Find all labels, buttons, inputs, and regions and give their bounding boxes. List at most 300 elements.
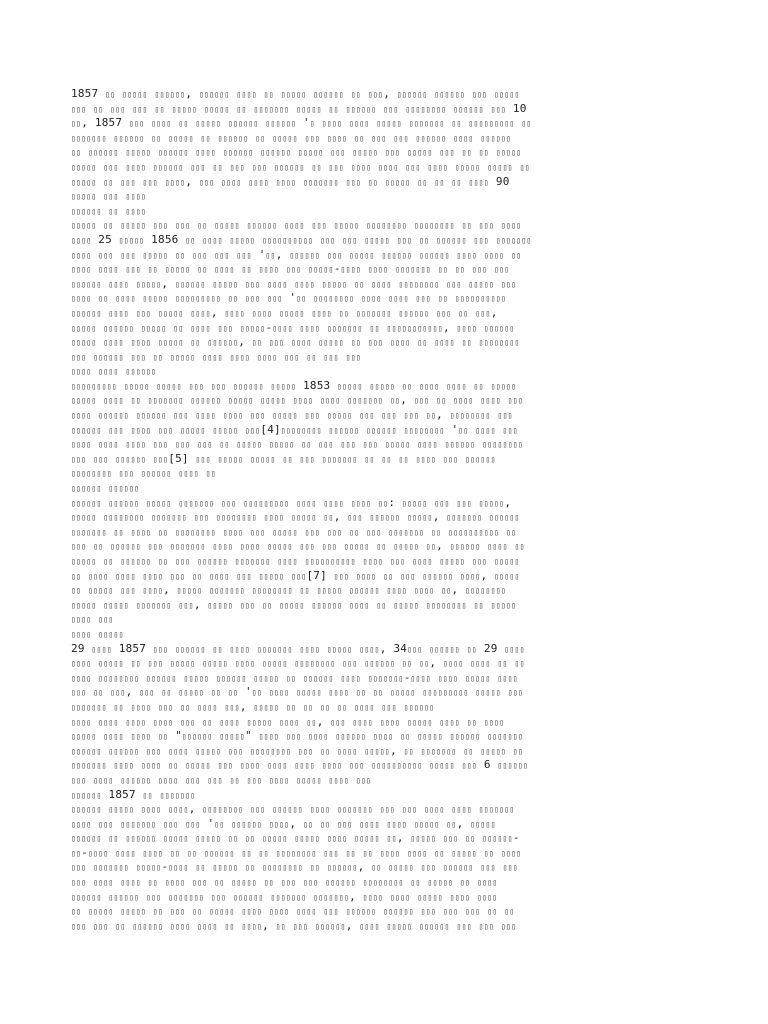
text-run <box>233 758 240 771</box>
glyph-run: ▯▯▯▯▯ <box>98 659 124 669</box>
glyph-run: ▯▯▯ <box>135 308 152 318</box>
glyph-run: ▯▯▯▯ <box>321 761 343 771</box>
glyph-run: ▯▯▯▯▯▯▯▯ <box>313 294 355 304</box>
glyph-run: ▯▯ <box>378 498 389 508</box>
text-run <box>221 831 228 844</box>
glyph-run: ▯▯ <box>303 702 314 712</box>
glyph-run: ▯▯ <box>511 250 522 260</box>
text-run <box>397 408 404 421</box>
text-run <box>494 846 501 859</box>
glyph-run: ▯▯▯ <box>267 294 283 304</box>
glyph-run: ▯▯▯ <box>195 454 211 464</box>
glyph-run: ▯▯▯ <box>497 411 513 421</box>
text-run <box>392 452 399 465</box>
glyph-run: ▯▯ <box>245 834 256 844</box>
text-run <box>177 671 184 684</box>
text-line <box>71 306 699 321</box>
glyph-run: ▯▯▯ <box>292 921 309 931</box>
glyph-run: ▯▯▯▯▯ <box>402 498 428 508</box>
text-run <box>317 496 324 509</box>
glyph-run: ▯▯▯▯▯▯▯ <box>446 513 483 523</box>
text-run <box>320 831 327 844</box>
glyph-run: ▯▯▯▯ <box>71 673 92 683</box>
glyph-run: ▯▯▯▯▯ <box>296 104 322 114</box>
glyph-run: ▯▯ <box>282 454 293 464</box>
text-run <box>378 145 385 158</box>
text-run <box>230 569 237 582</box>
text-run <box>257 87 264 100</box>
glyph-run: ▯▯ <box>161 688 172 698</box>
glyph-run: ▯▯▯ <box>379 805 396 815</box>
text-run <box>221 744 228 757</box>
glyph-run: ▯▯▯▯▯ <box>480 746 507 756</box>
glyph-run: ▯▯▯▯▯ <box>326 644 353 654</box>
text-run <box>209 510 216 523</box>
glyph-run: ▯▯▯▯▯ <box>294 834 321 844</box>
glyph-run: ▯▯ <box>483 848 495 858</box>
glyph-run: ▯▯▯▯▯ <box>239 323 266 333</box>
glyph-run: ▯▯▯▯▯ <box>169 659 196 669</box>
glyph-run: ▯▯▯▯▯▯ <box>313 90 344 99</box>
glyph-run: ▯▯▯▯▯▯▯ <box>178 498 215 508</box>
glyph-run: ▯▯ <box>349 527 360 537</box>
text-run <box>189 744 196 757</box>
text-run <box>136 248 143 261</box>
text-run: " <box>245 729 259 743</box>
text-run <box>218 919 225 932</box>
glyph-run: ▯▯ <box>514 542 525 552</box>
text-run: 25 <box>91 232 119 246</box>
glyph-run: ▯▯▯▯ <box>446 381 467 391</box>
glyph-run: ▯▯▯▯▯▯ <box>71 484 102 494</box>
text-run: , <box>333 510 348 524</box>
text-run <box>274 87 281 100</box>
text-run <box>433 715 440 728</box>
text-run <box>182 379 189 392</box>
glyph-run: ▯▯ <box>521 119 532 129</box>
text-run: - <box>512 831 520 845</box>
text-run <box>494 277 501 290</box>
text-run <box>189 831 196 844</box>
glyph-run: ▯▯▯▯ <box>120 878 141 888</box>
glyph-run: ▯▯▯▯▯▯ <box>349 586 380 596</box>
glyph-run: ▯▯▯▯▯▯ <box>369 513 401 523</box>
text-run <box>433 145 440 158</box>
glyph-run: ▯▯▯ <box>461 761 478 771</box>
text-run <box>235 904 242 917</box>
text-line <box>71 437 699 452</box>
glyph-run: ▯▯▯▯ <box>361 294 382 304</box>
glyph-run: ▯▯▯ <box>185 775 201 785</box>
text-run <box>380 583 387 596</box>
glyph-run: ▯▯▯▯▯ <box>227 396 254 406</box>
text-run <box>337 539 344 552</box>
glyph-run: ▯▯ <box>224 921 235 931</box>
glyph-run: ▯▯ <box>519 162 530 172</box>
glyph-run: ▯▯▯ <box>420 863 437 873</box>
glyph-run: ▯▯ <box>301 440 312 450</box>
glyph-run: ▯▯▯▯▯▯ <box>158 148 189 158</box>
glyph-run: ▯▯ <box>311 162 322 172</box>
glyph-run: ▯▯ <box>219 440 230 450</box>
glyph-run: ▯▯▯▯▯▯ <box>108 746 140 756</box>
glyph-run: ▯▯▯▯▯▯ <box>217 133 249 143</box>
text-run <box>501 685 508 698</box>
glyph-run: ▯▯▯▯▯▯ <box>364 659 396 669</box>
glyph-run: ▯▯ <box>461 148 472 158</box>
glyph-run: ▯▯▯▯ <box>355 571 377 581</box>
text-run <box>102 277 109 290</box>
glyph-run: ▯▯▯ <box>420 907 437 917</box>
glyph-run: ▯▯▯ <box>326 250 343 260</box>
text-run <box>279 700 286 713</box>
text-run <box>424 525 431 538</box>
glyph-run: ▯▯▯▯ <box>125 192 147 202</box>
text-run <box>431 671 438 684</box>
text-run <box>199 466 206 479</box>
text-run <box>293 321 300 334</box>
glyph-run: ▯▯▯▯▯ <box>297 148 324 158</box>
text-line <box>71 846 699 861</box>
text-run <box>146 160 153 173</box>
text-run <box>438 437 445 450</box>
glyph-run: ▯▯ <box>320 746 331 756</box>
text-line <box>71 218 699 233</box>
text-run <box>349 773 356 786</box>
glyph-run: ▯▯▯▯▯ <box>71 177 97 187</box>
glyph-run: ▯▯▯▯ <box>224 308 246 318</box>
text-run <box>250 350 257 363</box>
text-run <box>419 539 426 552</box>
text-run <box>361 335 368 348</box>
text-run <box>303 802 310 815</box>
glyph-run: ▯▯▯▯ <box>359 644 380 654</box>
glyph-run: ▯▯▯▯▯ <box>171 104 198 114</box>
glyph-run: ▯▯ <box>497 659 508 669</box>
glyph-run: ▯▯▯▯▯▯ <box>497 761 529 771</box>
text-run <box>305 306 312 319</box>
glyph-run: ▯▯▯▯▯▯ <box>152 162 184 172</box>
text-run <box>344 496 351 509</box>
glyph-run: ▯▯▯ <box>383 104 399 114</box>
glyph-run: ▯▯▯▯▯ <box>71 162 97 172</box>
glyph-run: ▯▯▯▯▯▯▯▯▯ <box>468 119 515 129</box>
text-run <box>136 291 143 304</box>
glyph-run: ▯▯▯▯ <box>241 907 263 917</box>
glyph-run: ▯▯▯ <box>299 454 316 464</box>
glyph-run: ▯▯▯▯▯▯▯▯ <box>280 425 322 435</box>
text-run: 6 <box>477 758 498 772</box>
text-run <box>163 569 170 582</box>
text-run: , <box>185 174 199 188</box>
glyph-run: ▯▯▯▯▯ <box>120 221 147 231</box>
text-run <box>288 758 295 771</box>
glyph-run: ▯▯ <box>323 513 334 523</box>
text-run <box>221 685 228 698</box>
glyph-run: ▯▯▯▯▯▯ <box>132 921 164 931</box>
glyph-run: ▯▯▯▯▯ <box>333 221 360 231</box>
glyph-run: ▯▯▯▯ <box>108 279 129 289</box>
glyph-run: ▯▯▯▯▯ <box>88 907 114 917</box>
glyph-run: ▯▯ <box>371 863 382 873</box>
glyph-run: ▯▯▯ <box>236 250 252 260</box>
text-run <box>262 685 269 698</box>
glyph-run: ▯▯▯ <box>98 615 114 625</box>
glyph-run: ▯▯▯▯ <box>470 659 491 669</box>
glyph-run: ▯▯▯▯▯ <box>71 221 97 231</box>
glyph-run: ▯▯ <box>93 542 104 552</box>
glyph-run: ▯▯▯ <box>285 732 302 742</box>
text-run: [7] <box>306 568 334 582</box>
glyph-run: ▯▯▯▯ <box>140 761 162 771</box>
glyph-run: ▯▯▯▯▯▯▯▯ <box>478 338 520 348</box>
text-line <box>71 350 699 365</box>
glyph-run: ▯▯▯▯▯ <box>169 352 196 362</box>
glyph-run: ▯▯ <box>458 308 469 318</box>
glyph-run: ▯▯▯▯▯▯ <box>108 484 140 494</box>
text-run <box>293 539 300 552</box>
glyph-run: ▯▯▯▯ <box>195 411 217 421</box>
glyph-run: ▯▯ <box>263 90 275 99</box>
glyph-run: ▯▯▯ <box>507 396 524 406</box>
glyph-run: ▯▯▯▯ <box>71 629 92 639</box>
glyph-run: ▯▯▯▯▯ <box>71 600 97 610</box>
glyph-run: ▯▯▯▯ <box>437 673 459 683</box>
glyph-run: ▯▯ <box>461 338 472 348</box>
text-run <box>235 262 242 275</box>
glyph-run: ▯▯▯▯ <box>151 119 172 129</box>
text-run <box>414 744 421 757</box>
glyph-run: ▯▯ <box>410 878 421 888</box>
glyph-run: ▯▯▯▯▯▯ <box>181 732 213 742</box>
text-run <box>315 116 322 129</box>
glyph-run: ▯▯▯▯ <box>202 235 223 245</box>
glyph-run: ▯▯▯▯ <box>413 586 435 596</box>
text-line <box>71 685 699 700</box>
glyph-run: ▯▯▯▯ <box>410 673 431 683</box>
text-run <box>339 904 346 917</box>
text-run: , <box>432 510 447 524</box>
glyph-run: ▯▯▯▯▯▯ <box>216 673 247 683</box>
text-run <box>163 846 170 859</box>
text-run: 10 <box>506 101 527 115</box>
glyph-run: ▯▯▯▯ <box>379 717 401 727</box>
text-run <box>416 685 423 698</box>
glyph-run: ▯▯▯ <box>175 440 191 450</box>
glyph-run: ▯▯▯▯ <box>294 761 315 771</box>
glyph-run: ▯▯▯▯▯▯ <box>207 338 239 348</box>
glyph-run: ▯▯▯▯ <box>483 717 505 727</box>
glyph-run: ▯▯▯▯▯▯ <box>480 133 512 143</box>
glyph-run: ▯▯▯▯▯▯ <box>328 425 360 435</box>
glyph-run: ▯▯▯▯▯▯▯▯ <box>98 673 140 683</box>
glyph-run: ▯▯ <box>103 221 114 231</box>
glyph-run: ▯▯▯▯▯▯▯▯ <box>413 221 455 231</box>
glyph-run: ▯▯ <box>376 542 387 552</box>
text-run <box>506 744 513 757</box>
glyph-run: ▯▯▯ <box>494 265 510 275</box>
text-run <box>187 510 194 523</box>
glyph-run: ▯▯▯▯▯ <box>217 454 244 464</box>
glyph-run: ▯▯ <box>227 294 239 304</box>
text-run: , <box>400 393 414 407</box>
text-run: " <box>168 729 182 743</box>
text-run <box>445 175 452 188</box>
text-run: , <box>262 918 276 932</box>
glyph-run: ▯▯▯▯ <box>442 659 464 669</box>
glyph-run: ▯▯▯ <box>175 221 191 231</box>
text-line <box>71 393 699 408</box>
text-run <box>209 671 216 684</box>
text-run <box>230 248 237 261</box>
glyph-run: ▯▯▯▯ <box>168 746 189 756</box>
text-run <box>315 539 322 552</box>
glyph-run: ▯▯▯▯ <box>263 513 285 523</box>
text-run <box>366 685 373 698</box>
glyph-run: ▯▯▯▯▯▯▯ <box>71 527 107 537</box>
glyph-run: ▯▯▯ <box>478 921 495 931</box>
glyph-run: ▯▯ <box>355 688 367 698</box>
glyph-run: ▯▯▯▯▯▯ <box>198 90 230 99</box>
glyph-run: ▯▯▯ <box>326 527 343 537</box>
glyph-run: ▯▯ <box>286 702 297 712</box>
glyph-run: ▯▯▯ <box>473 235 490 245</box>
text-run <box>327 218 334 231</box>
glyph-run: ▯▯▯ <box>345 177 362 187</box>
text-run <box>436 452 443 465</box>
glyph-run: ▯▯ <box>419 235 430 245</box>
text-run <box>211 131 218 144</box>
text-run <box>496 423 503 436</box>
glyph-run: ▯▯▯▯ <box>251 308 273 318</box>
glyph-run: ▯▯ <box>255 133 266 143</box>
glyph-run: ▯▯▯▯ <box>93 878 114 888</box>
text-run <box>484 102 491 115</box>
text-run <box>211 758 218 771</box>
glyph-run: ▯▯ <box>105 90 116 99</box>
glyph-run: ▯▯▯▯ <box>71 819 92 829</box>
text-run <box>247 102 254 115</box>
glyph-run: ▯▯ <box>178 119 189 129</box>
text-run <box>477 248 484 261</box>
text-run <box>339 846 346 859</box>
text-run <box>346 715 353 728</box>
glyph-run: ▯▯▯▯▯ <box>384 440 411 450</box>
text-run: ' <box>200 816 215 830</box>
glyph-run: ▯▯▯▯▯ <box>214 221 240 231</box>
glyph-run: ▯▯ <box>431 527 442 537</box>
text-run <box>460 715 467 728</box>
glyph-run: ▯▯▯▯▯ <box>71 513 97 523</box>
glyph-run: ▯▯ <box>175 250 186 260</box>
text-line <box>71 364 699 379</box>
glyph-run: ▯▯▯▯▯ <box>279 308 305 318</box>
glyph-run: ▯▯▯▯▯ <box>417 732 443 742</box>
glyph-run: ▯▯▯▯▯ <box>185 761 211 771</box>
glyph-run: ▯▯▯▯ <box>340 673 362 683</box>
text-run <box>407 583 414 596</box>
glyph-run: ▯▯ <box>434 848 445 858</box>
text-run <box>223 160 230 173</box>
text-run: - <box>403 670 411 684</box>
glyph-run: ▯▯ <box>71 848 82 858</box>
glyph-run: ▯▯▯▯ <box>71 411 92 421</box>
text-run <box>206 423 213 436</box>
glyph-run: ▯▯▯ <box>304 527 321 537</box>
glyph-run: ▯▯▯▯ <box>71 615 92 625</box>
glyph-run: ▯▯▯ <box>355 775 372 785</box>
glyph-run: ▯▯▯▯ <box>103 396 124 406</box>
text-run <box>402 116 409 129</box>
glyph-run: ▯▯▯▯ <box>125 206 147 216</box>
glyph-run: ▯▯▯ <box>214 250 230 260</box>
text-line <box>71 539 699 554</box>
text-run <box>320 131 327 144</box>
glyph-run: ▯▯▯▯ <box>477 878 498 888</box>
glyph-run: ▯▯▯▯ <box>239 761 261 771</box>
text-run <box>221 393 228 406</box>
text-line <box>71 569 699 584</box>
glyph-run: ▯▯▯▯▯▯ <box>71 279 102 289</box>
text-run <box>216 145 223 158</box>
glyph-run: ▯▯▯▯ <box>321 119 343 129</box>
glyph-run: ▯▯▯▯▯▯▯▯ <box>294 659 336 669</box>
glyph-run: ▯▯▯▯ <box>412 557 433 566</box>
text-run <box>134 758 141 771</box>
text-line <box>71 583 699 598</box>
glyph-run: ▯▯▯ <box>188 381 205 391</box>
text-line <box>71 262 699 277</box>
text-run: , <box>451 583 466 597</box>
text-run <box>151 554 158 567</box>
text-line <box>71 875 699 890</box>
glyph-run: ▯▯▯▯▯ <box>465 673 491 683</box>
glyph-run: ▯▯▯▯ <box>352 717 373 727</box>
glyph-run: ▯▯▯▯▯ <box>262 834 288 844</box>
text-run <box>455 145 462 158</box>
glyph-run: ▯▯ <box>337 702 348 712</box>
glyph-run: ▯▯▯ <box>197 440 213 450</box>
text-run <box>124 423 131 436</box>
glyph-run: ▯▯▯ <box>147 659 164 669</box>
glyph-run: ▯▯▯▯ <box>195 148 217 158</box>
text-run <box>346 145 353 158</box>
glyph-run: ▯▯▯▯ <box>328 688 350 698</box>
text-run <box>373 802 380 815</box>
text-run <box>238 831 245 844</box>
text-run: , <box>429 656 443 670</box>
glyph-run: ▯▯▯▯ <box>222 411 244 421</box>
glyph-run: ▯▯▯ <box>193 513 210 523</box>
text-run: 29 <box>71 641 92 655</box>
glyph-run: ▯▯▯▯▯▯▯▯ <box>405 104 447 114</box>
text-run <box>286 919 293 932</box>
text-run: - <box>265 320 273 334</box>
text-run <box>257 875 264 888</box>
glyph-run: ▯▯▯▯▯ <box>195 746 222 756</box>
text-run <box>269 175 276 188</box>
glyph-run: ▯▯▯ <box>436 308 452 318</box>
text-run <box>279 729 286 742</box>
text-run <box>136 175 143 188</box>
glyph-run: ▯▯▯ <box>333 571 350 581</box>
text-line <box>71 102 699 117</box>
glyph-run: ▯▯▯▯▯ <box>164 265 191 275</box>
glyph-run: ▯▯ <box>437 265 449 275</box>
text-run <box>264 379 271 392</box>
glyph-run: ▯▯▯▯▯▯▯ <box>159 790 196 800</box>
glyph-run: ▯▯▯▯▯ <box>417 892 443 902</box>
